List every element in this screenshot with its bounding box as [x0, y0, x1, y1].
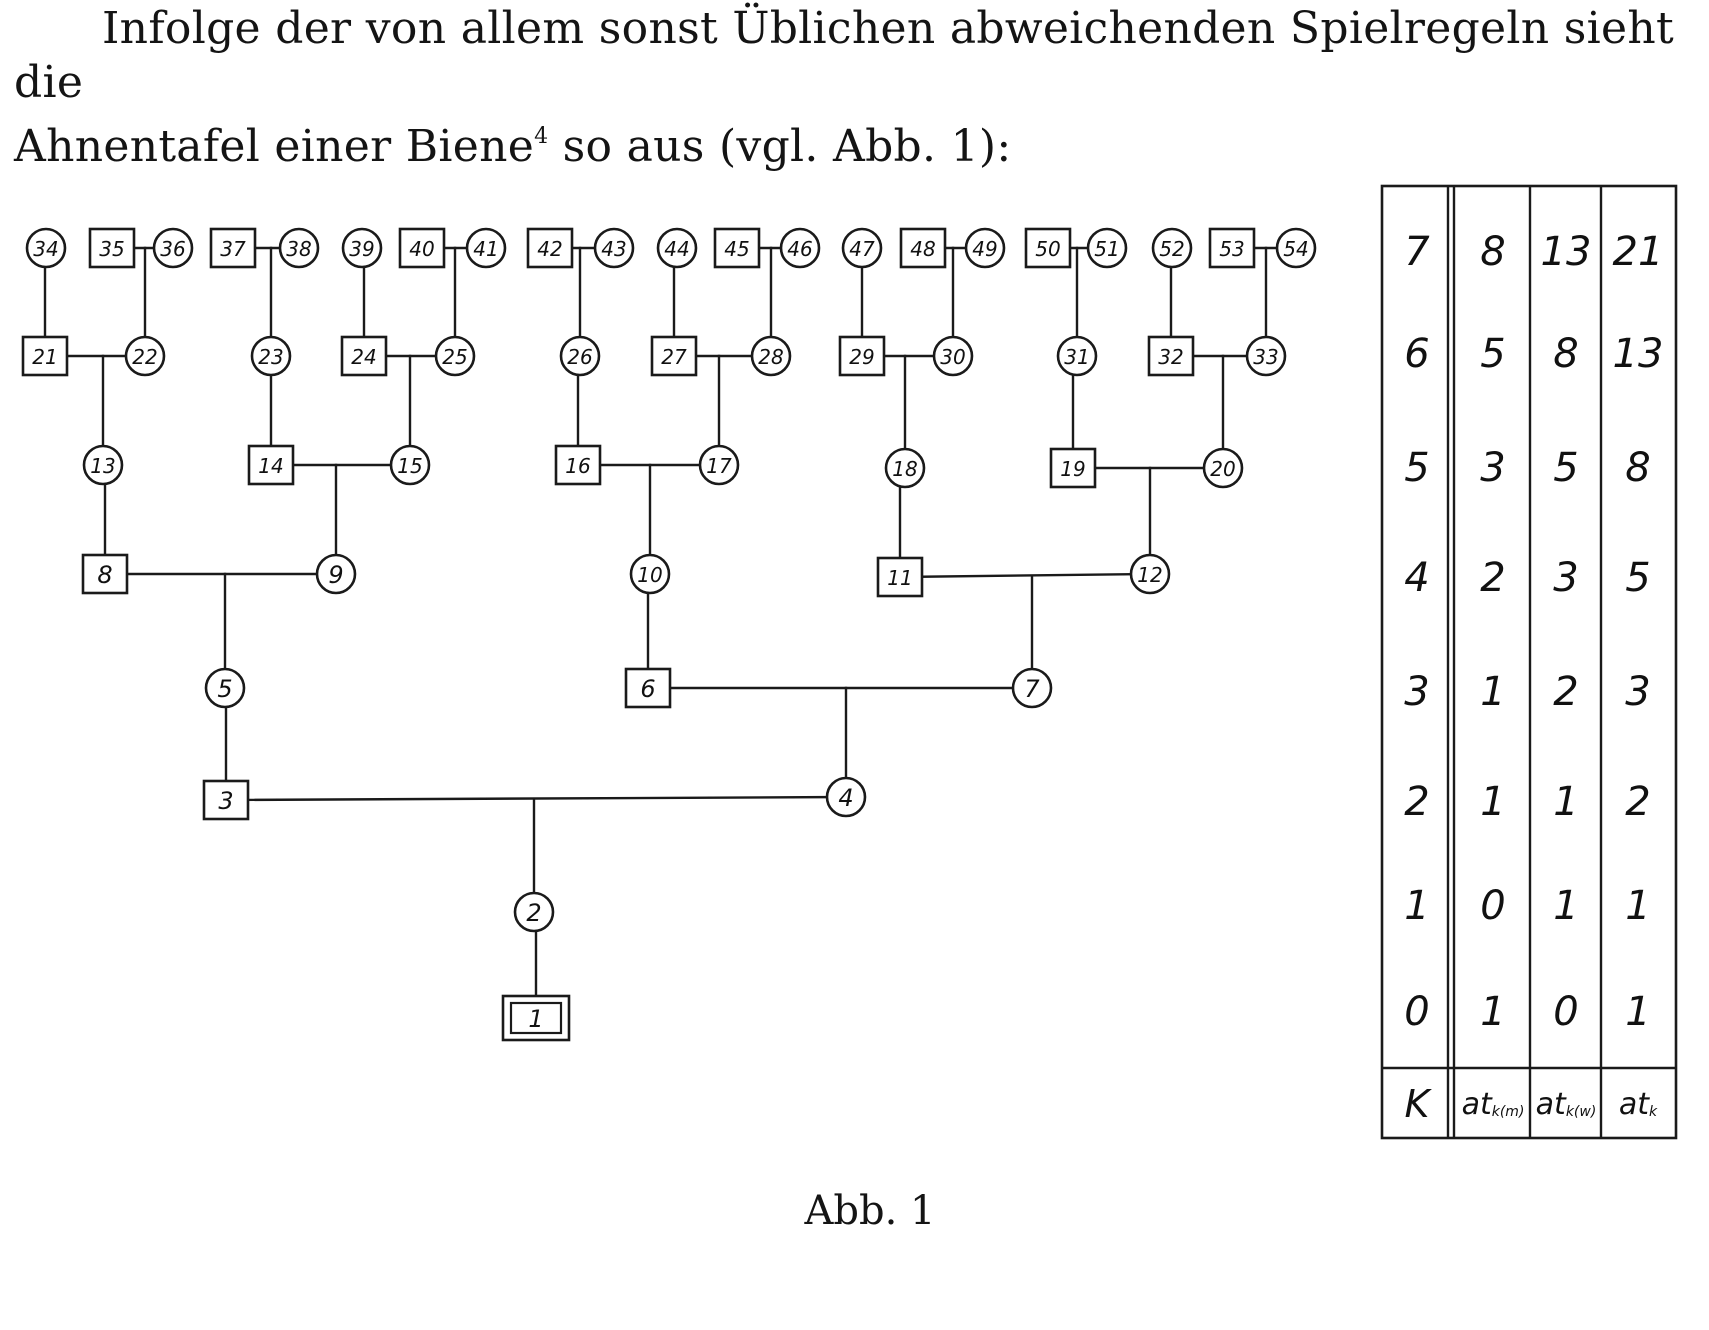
- male-node-8: [83, 555, 127, 593]
- female-node-44: [658, 229, 696, 267]
- node-label-51: 51: [1094, 237, 1120, 261]
- female-node-18: [886, 449, 924, 487]
- female-node-23: [252, 337, 290, 375]
- female-node-30: [934, 337, 972, 375]
- node-label-49: 49: [972, 237, 998, 261]
- ancestor-count-table: [1382, 186, 1676, 1138]
- table-cell-r0-c2: 13: [1540, 229, 1592, 275]
- node-label-45: 45: [724, 237, 750, 261]
- male-node-6: [626, 669, 670, 707]
- table-cell-r2-c3: 8: [1625, 445, 1651, 491]
- table-cell-r6-c2: 1: [1553, 883, 1579, 929]
- table-cell-r3-c1: 2: [1480, 555, 1506, 601]
- node-label-39: 39: [349, 237, 375, 261]
- female-node-17: [700, 446, 738, 484]
- female-node-49: [966, 229, 1004, 267]
- table-header-0: K: [1404, 1082, 1430, 1126]
- node-label-18: 18: [892, 457, 918, 481]
- node-label-35: 35: [99, 237, 125, 261]
- table-cell-r7-c3: 1: [1625, 989, 1651, 1035]
- node-label-27: 27: [661, 345, 687, 369]
- node-label-54: 54: [1283, 237, 1309, 261]
- node-label-37: 37: [220, 237, 246, 261]
- female-node-52: [1153, 229, 1191, 267]
- female-node-2: [515, 893, 553, 931]
- intro-line-2-start: Ahnentafel einer Biene: [14, 121, 535, 172]
- male-node-48: [901, 229, 945, 267]
- table-cell-r5-c2: 1: [1553, 779, 1579, 825]
- table-cell-r4-c0: 3: [1404, 669, 1430, 715]
- table-header-3: $at_k$: [1618, 1086, 1658, 1122]
- female-node-9: [317, 555, 355, 593]
- male-node-42: [528, 229, 572, 267]
- table-cell-r3-c2: 3: [1553, 555, 1579, 601]
- node-label-10: 10: [637, 563, 663, 587]
- node-label-12: 12: [1137, 563, 1163, 587]
- node-label-46: 46: [787, 237, 813, 261]
- female-node-10: [631, 555, 669, 593]
- node-label-43: 43: [601, 237, 627, 261]
- node-label-36: 36: [160, 237, 186, 261]
- female-node-4: [827, 778, 865, 816]
- node-label-23: 23: [258, 345, 284, 369]
- table-cell-r6-c0: 1: [1404, 883, 1430, 929]
- female-node-31: [1058, 337, 1096, 375]
- table-cell-r2-c0: 5: [1404, 445, 1430, 491]
- intro-line-2-end: so aus (vgl. Abb. 1):: [548, 121, 1012, 172]
- node-label-2: 2: [526, 899, 542, 927]
- node-label-8: 8: [97, 561, 113, 589]
- node-label-52: 52: [1159, 237, 1185, 261]
- couple-line-3-4: [226, 797, 846, 800]
- table-cell-r2-c2: 5: [1553, 445, 1579, 491]
- node-label-1: 1: [528, 1005, 544, 1033]
- female-node-7: [1013, 669, 1051, 707]
- table-cell-r7-c2: 0: [1553, 989, 1579, 1035]
- node-label-41: 41: [473, 237, 499, 261]
- female-node-43: [595, 229, 633, 267]
- table-cell-r4-c3: 3: [1625, 669, 1651, 715]
- node-label-5: 5: [217, 675, 233, 703]
- female-node-20: [1204, 449, 1242, 487]
- female-node-12: [1131, 555, 1169, 593]
- table-cell-r7-c1: 1: [1480, 989, 1506, 1035]
- female-node-54: [1277, 229, 1315, 267]
- node-label-32: 32: [1158, 345, 1184, 369]
- node-label-13: 13: [90, 454, 116, 478]
- node-label-53: 53: [1219, 237, 1245, 261]
- table-cell-r3-c3: 5: [1625, 555, 1651, 601]
- male-node-21: [23, 337, 67, 375]
- node-label-48: 48: [910, 237, 936, 261]
- node-label-34: 34: [33, 237, 59, 261]
- male-node-11: [878, 558, 922, 596]
- male-node-24: [342, 337, 386, 375]
- node-label-11: 11: [887, 566, 913, 590]
- male-node-29: [840, 337, 884, 375]
- female-node-36: [154, 229, 192, 267]
- female-node-51: [1088, 229, 1126, 267]
- table-cell-r5-c0: 2: [1404, 779, 1430, 825]
- figure-caption: Abb. 1: [804, 1188, 936, 1234]
- node-label-42: 42: [537, 237, 563, 261]
- female-node-34: [27, 229, 65, 267]
- male-node-3: [204, 781, 248, 819]
- female-node-33: [1247, 337, 1285, 375]
- node-label-7: 7: [1024, 675, 1040, 703]
- couple-line-11-12: [900, 574, 1150, 577]
- table-cell-r2-c1: 3: [1480, 445, 1506, 491]
- female-node-15: [391, 446, 429, 484]
- male-node-19: [1051, 449, 1095, 487]
- table-cell-r4-c2: 2: [1553, 669, 1579, 715]
- node-label-40: 40: [409, 237, 435, 261]
- male-node-1: [503, 996, 569, 1040]
- table-cell-r0-c0: 7: [1404, 229, 1430, 275]
- node-label-4: 4: [838, 784, 854, 812]
- node-label-31: 31: [1064, 345, 1090, 369]
- node-label-17: 17: [706, 454, 732, 478]
- pedigree-nodes: [23, 229, 1315, 1040]
- node-label-14: 14: [258, 454, 284, 478]
- table-cell-r4-c1: 1: [1480, 669, 1506, 715]
- node-label-3: 3: [218, 787, 234, 815]
- table-cell-r0-c3: 21: [1612, 229, 1664, 275]
- node-label-33: 33: [1253, 345, 1279, 369]
- female-node-22: [126, 337, 164, 375]
- node-label-19: 19: [1060, 457, 1086, 481]
- node-label-9: 9: [328, 561, 344, 589]
- node-label-15: 15: [397, 454, 423, 478]
- female-node-39: [343, 229, 381, 267]
- node-label-24: 24: [351, 345, 377, 369]
- node-label-29: 29: [849, 345, 875, 369]
- node-label-26: 26: [567, 345, 593, 369]
- table-header-1: $at_{k(m)}$: [1461, 1086, 1525, 1122]
- table-cell-r5-c1: 1: [1480, 779, 1506, 825]
- female-node-38: [280, 229, 318, 267]
- node-label-47: 47: [849, 237, 875, 261]
- female-node-28: [752, 337, 790, 375]
- footnote-marker: 4: [534, 124, 549, 149]
- table-cell-r6-c3: 1: [1625, 883, 1651, 929]
- node-label-28: 28: [758, 345, 784, 369]
- female-node-47: [843, 229, 881, 267]
- male-node-45: [715, 229, 759, 267]
- node-label-16: 16: [565, 454, 591, 478]
- node-label-22: 22: [132, 345, 158, 369]
- female-node-5: [206, 669, 244, 707]
- table-cell-r1-c1: 5: [1480, 331, 1506, 377]
- male-node-53: [1210, 229, 1254, 267]
- node-label-30: 30: [940, 345, 966, 369]
- male-node-16: [556, 446, 600, 484]
- table-cell-r5-c3: 2: [1625, 779, 1651, 825]
- male-node-32: [1149, 337, 1193, 375]
- table-cell-r3-c0: 4: [1404, 555, 1430, 601]
- node-label-50: 50: [1035, 237, 1061, 261]
- male-node-37: [211, 229, 255, 267]
- male-node-35: [90, 229, 134, 267]
- female-node-13: [84, 446, 122, 484]
- node-label-20: 20: [1210, 457, 1236, 481]
- table-cell-r6-c1: 0: [1480, 883, 1506, 929]
- male-node-50: [1026, 229, 1070, 267]
- female-node-26: [561, 337, 599, 375]
- node-label-38: 38: [286, 237, 312, 261]
- male-node-40: [400, 229, 444, 267]
- table-cell-r0-c1: 8: [1480, 229, 1506, 275]
- male-node-27: [652, 337, 696, 375]
- node-label-44: 44: [664, 237, 690, 261]
- female-node-46: [781, 229, 819, 267]
- female-node-25: [436, 337, 474, 375]
- table-cell-r1-c3: 13: [1612, 331, 1664, 377]
- male-node-14: [249, 446, 293, 484]
- table-cell-r7-c0: 0: [1404, 989, 1430, 1035]
- female-node-41: [467, 229, 505, 267]
- table-cell-r1-c0: 6: [1404, 331, 1430, 377]
- node-label-6: 6: [640, 675, 656, 703]
- node-label-25: 25: [442, 345, 468, 369]
- table-cell-r1-c2: 8: [1553, 331, 1579, 377]
- table-header-2: $at_{k(w)}$: [1535, 1086, 1597, 1122]
- intro-line-1: Infolge der von allem sonst Üblichen abweichenden Spielregeln sieht die: [14, 3, 1674, 108]
- node-label-21: 21: [32, 345, 58, 369]
